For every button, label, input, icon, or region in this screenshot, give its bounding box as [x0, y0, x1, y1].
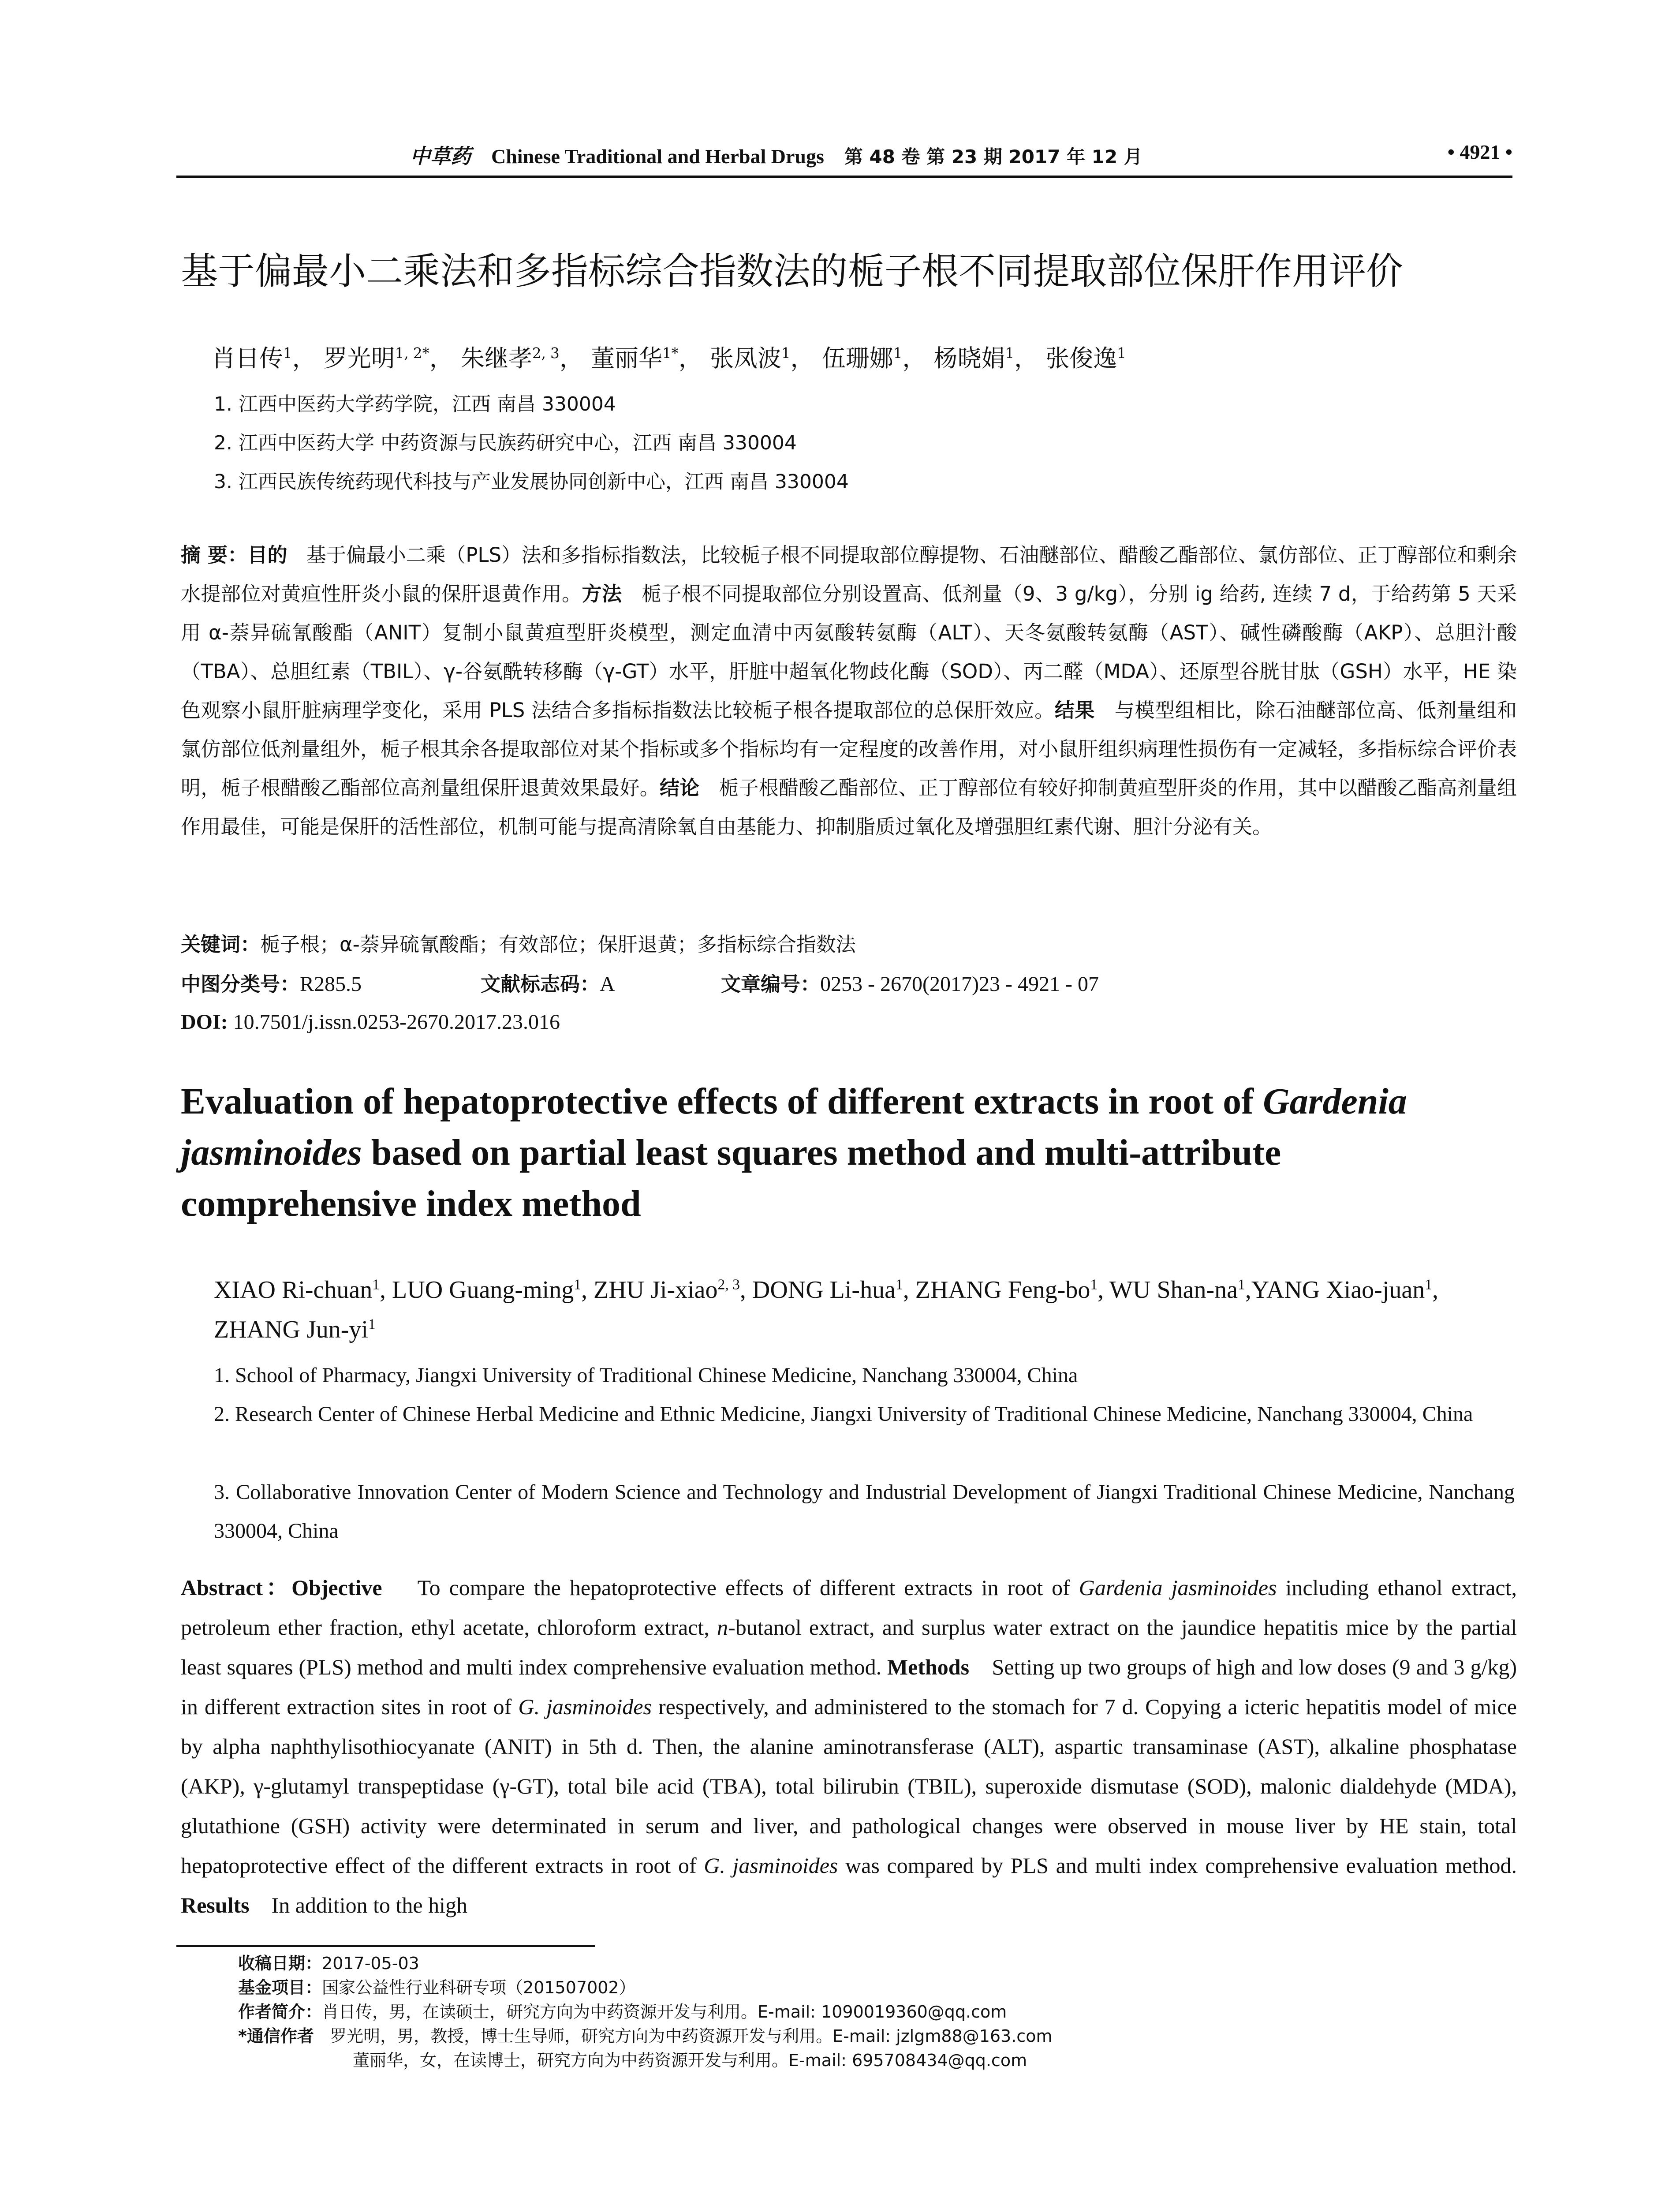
- doi-label: DOI:: [181, 1010, 228, 1034]
- header-rule: [176, 176, 1512, 178]
- journal-name-en: Chinese Traditional and Herbal Drugs: [491, 145, 824, 168]
- author-cn: 肖日传$^1$: [212, 344, 292, 372]
- methods-cn: 栀子根不同提取部位分别设置高、低剂量（9、3 g/kg），分别 ig 给药, 连续 7 d，于给药第 5 天采用 α-萘异硫氰酸酯（ANIT）复制小鼠黄疸型肝炎模型，测定血清中丙氨酸转氨酶（ALT）、天冬氨酸转氨酶（AST）、碱性磷酸酶（AKP）、总胆汁酸（TBA）、总胆红素（TBIL）、γ-谷氨酰转移酶（γ-GT）水平，肝脏中超氧化物歧化酶（SOD）、丙二醛（MDA）、还原型谷胱甘肽（GSH）水平，HE 染色观察小鼠肝脏病理学变化，采用 PLS 法结合多指标指数法比较栀子根各提取部位的总保肝效应。: [181, 582, 1517, 722]
- footnote-fund: 基金项目：国家公益性行业科研专项（201507002）: [238, 1978, 636, 1997]
- author-en: ZHU Ji-xiao$^{2, 3}$: [594, 1276, 740, 1304]
- results-label-cn: 结果: [1054, 699, 1095, 722]
- document-code: 文献标志码：A: [481, 972, 615, 996]
- author-en: XIAO Ri-chuan$^1$: [214, 1276, 380, 1304]
- abstract-cn: [181, 536, 1517, 846]
- title-cn: 基于偏最小二乘法和多指标综合指数法的栀子根不同提取部位保肝作用评价: [181, 250, 1404, 293]
- author-cn: 董丽华$^{1*}$: [590, 344, 679, 372]
- affiliation-cn-1: 1. 江西中医药大学药学院，江西 南昌 330004: [214, 393, 616, 415]
- affiliation-en-2: 2. Research Center of Chinese Herbal Medicine and Ethnic Medicine, Jiangxi University of Traditional Chinese Medicine, Nanchang 330004, China: [214, 1402, 1473, 1426]
- keywords-cn-text: 栀子根；α-萘异硫氰酸酯；有效部位；保肝退黄；多指标综合指数法: [260, 933, 856, 956]
- title-en: Evaluation of hepatoprotective effects of different extracts in root of Gardenia jasminoides based on partial least squares method and multi-attribute comprehensive index method: [181, 1081, 1407, 1224]
- abstract-cn-label: 摘 要：: [181, 543, 248, 567]
- keywords-cn-label: 关键词：: [181, 933, 261, 956]
- author-en: DONG Li-hua$^1$: [752, 1276, 903, 1304]
- affiliation-en-1: 1. School of Pharmacy, Jiangxi University of Traditional Chinese Medicine, Nanchang 330004, China: [214, 1364, 1078, 1387]
- author-en: ZHANG Feng-$bo^1$: [915, 1276, 1098, 1304]
- methods-label-en: Methods: [887, 1655, 970, 1679]
- conclusion-cn: 栀子根醋酸乙酯部位、正丁醇部位有较好抑制黄疸型肝炎的作用，其中以醋酸乙酯高剂量组作用最佳，可能是保肝的活性部位，机制可能与提高清除氧自由基能力、抑制脂质过氧化及增强胆红素代谢、胆汁分泌有关。: [181, 776, 1517, 838]
- author-cn: 杨晓娟$^1$: [933, 344, 1015, 372]
- running-header-left: [410, 140, 1142, 169]
- objective-label-cn: 目的: [247, 543, 287, 567]
- results-label-en: Results: [181, 1893, 250, 1917]
- affiliation-en-3: 3. Collaborative Innovation Center of Modern Science and Technology and Industrial Development of Jiangxi Traditional Chinese Medicine, Nanchang 330004, China: [214, 1480, 1515, 1543]
- authors-en: XIAO Ri-chuan$^1$, LUO Guang-ming$^1$, ZHU Ji-xiao$^{2, 3}$, DONG Li-hua$^1$, ZHANG Feng-$bo^1$, WU Shan-$na^1,YANG$ Xiao-juan$^1$, ZHANG Jun-$yi^1$: [214, 1276, 1439, 1343]
- author-en: ZHANG Jun-$yi^1$: [214, 1316, 376, 1343]
- article-number: 文章编号：0253 - 2670(2017)23 - 4921 - 07: [721, 972, 1099, 996]
- author-cn: 张俊逸$^1$: [1045, 344, 1126, 372]
- keywords-cn: [181, 928, 1517, 957]
- clc-number: 中图分类号：R285.5: [181, 972, 362, 996]
- abstract-en-label: Abstract：: [181, 1575, 292, 1600]
- authors-cn: 肖日传$^1$， 罗光明$^{1, 2*}$， 朱继孝$^{2, 3}$， 董丽华$^{1*}$， 张凤波$^1$， 伍珊娜$^1$， 杨晓娟$^1$， 张俊逸$^1$: [212, 344, 1126, 372]
- footnotes: [238, 1951, 1517, 2073]
- methods-label-cn: 方法: [582, 582, 622, 605]
- results-cn: 与模型组相比，除石油醚部位高、低剂量组和氯仿部位低剂量组外，栀子根其余各提取部位对某个指标或多个指标均有一定程度的改善作用，对小鼠肝组织病理性损伤有一定减轻，多指标综合评价表明，栀子根醋酸乙酯部位高剂量组保肝退黄效果最好。: [181, 699, 1517, 800]
- footnote-received: 收稿日期：2017-05-03: [238, 1954, 419, 1973]
- affiliation-cn-2: 2. 江西中医药大学 中药资源与民族药研究中心，江西 南昌 330004: [214, 432, 797, 454]
- author-en: WU Shan-$na^1$: [1109, 1276, 1245, 1304]
- author-en: LUO Guang-ming$^1$: [392, 1276, 581, 1304]
- objective-cn: 基于偏最小二乘（PLS）法和多指标指数法，比较栀子根不同提取部位醇提物、石油醚部位、醋酸乙酯部位、氯仿部位、正丁醇部位和剩余水提部位对黄疸性肝炎小鼠的保肝退黄作用。: [181, 543, 1517, 605]
- author-cn: 张凤波$^1$: [709, 344, 791, 372]
- journal-name-cn: 中草药: [410, 144, 471, 168]
- doi: [181, 1010, 560, 1034]
- author-cn: 罗光明$^{1, 2*}$: [323, 344, 429, 372]
- objective-label-en: Objective: [291, 1575, 382, 1600]
- conclusion-label-cn: 结论: [660, 776, 700, 800]
- footnote-rule: [176, 1945, 595, 1947]
- page-number: • 4921 •: [1447, 141, 1512, 163]
- affiliation-cn-3: 3. 江西民族传统药现代科技与产业发展协同创新中心，江西 南昌 330004: [214, 471, 849, 493]
- running-header: [181, 140, 1512, 171]
- footnote-corresponding-2: 董丽华，女，在读博士，研究方向为中药资源开发与利用。E-mail: 695708434@qq.com: [353, 2051, 1027, 2070]
- abstract-en: Abstract：Objective To compare the hepatoprotective effects of different extracts in root of Gardenia jasminoides including ethanol extract, petroleum ether fraction, ethyl acetate, chloroform extract, n-butanol extract, and surplus water extract on the jaundice hepatitis mice by the partial least squares (PLS) method and multi index comprehensive evaluation method. Methods Setting up two groups of high and low doses (9 and 3 g/kg) in different extraction sites in root of G. jasminoides respectively, and administered to the stomach for 7 d. Copying a icteric hepatitis model of mice by alpha naphthylisothiocyanate (ANIT) in 5th d. Then, the alanine aminotransferase (ALT), aspartic transaminase (AST), alkaline phosphatase (AKP), γ-glutamyl transpeptidase (γ-GT), total bile acid (TBA), total bilirubin (TBIL), superoxide dismutase (SOD), malonic dialdehyde (MDA), glutathione (GSH) activity were determinated in serum and liver, and pathological changes were observed in mouse liver by HE stain, total hepatoprotective effect of the different extracts in root of G. jasminoides was compared by PLS and multi index comprehensive evaluation method. Results In addition to the high: [181, 1575, 1517, 1917]
- journal-issue: 第 48 卷 第 23 期 2017 年 12 月: [844, 146, 1142, 168]
- doi-link[interactable]: 10.7501/j.issn.0253-2670.2017.23.016: [233, 1010, 560, 1034]
- author-en: YANG Xiao-juan$^1$: [1251, 1276, 1433, 1304]
- footnote-author-bio: 作者简介：肖日传，男，在读硕士，研究方向为中药资源开发与利用。E-mail: 1090019360@qq.com: [238, 2002, 1007, 2022]
- author-cn: 伍珊娜$^1$: [821, 344, 903, 372]
- footnote-corresponding-1: *通信作者 罗光明，男，教授，博士生导师，研究方向为中药资源开发与利用。E-mail: jzlgm88@163.com: [238, 2026, 1053, 2046]
- author-cn: 朱继孝$^{2, 3}$: [460, 344, 560, 372]
